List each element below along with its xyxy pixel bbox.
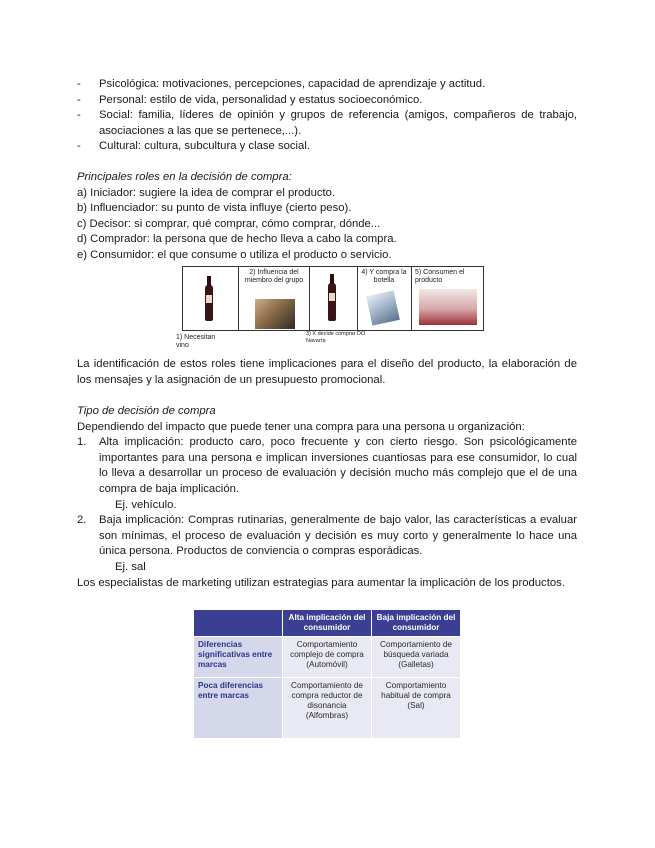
decision-type-intro: Dependiendo del impacto que puede tener una compra para una persona u organización: [77, 420, 525, 433]
example-text: Ej. vehículo. [115, 498, 177, 511]
list-item: 1. Alta implicación: producto caro, poco frecuente y con cierto riesgo. Son psicológicamente importantes para una persona e implican inversiones cuantiosas para ese consumidor, lo cual lo lleva a desarrollar un proceso de evaluación y decisión mucho más complejo que el de una compra de baja implicación. [77, 436, 577, 495]
table-row [194, 678, 461, 739]
list-item: c) Decisor: si comprar, qué comprar, cómo comprar, dónde... [77, 217, 381, 230]
table-row-header: Diferencias significativas entre marcas [194, 637, 283, 678]
table-row-header: Poca diferencias entre marcas [194, 678, 283, 739]
decision-type-list [77, 435, 577, 575]
figure-frame [182, 266, 484, 331]
list-item: e) Consumidor: el que consume o utiliza el producto o servicio. [77, 248, 392, 261]
table-cell: Comportamiento habitual de compra (Sal) [372, 678, 461, 739]
list-item: - Psicológica: motivaciones, percepciones, capacidad de aprendizaje y actitud. [77, 78, 486, 90]
list-item: - Cultural: cultura, subcultura y clase social. [77, 140, 310, 153]
list-item: - Personal: estilo de vida, personalidad y estatus socioeconómico. [77, 93, 423, 106]
group-photo [255, 299, 295, 329]
figure-label-1: 1) Necesitan vino [176, 334, 216, 349]
roles-section [77, 170, 577, 264]
list-item: a) Iniciador: sugiere la idea de comprar el producto. [77, 186, 336, 199]
toast-photo [419, 289, 477, 325]
wine-bottle-icon [328, 283, 336, 321]
list-item: - Social: familia, líderes de opinión y grupos de referencia (amigos, compañeros de trabajo, asociaciones a las que se pertenece,...). [77, 109, 577, 137]
figure-label-5: 5) Consumen el producto [415, 269, 465, 284]
list-item: 2. Baja implicación: Compras rutinarias, generalmente de bajo valor, las características a evaluar son mínimas, el proceso de evaluación y decisión es muy corto y generalmente lo hace una única persona. Productos de conviencia o compras esporádicas. [77, 514, 577, 558]
figure-label-3: 3) X decide comprar DO Navarra [306, 331, 366, 344]
roles-figure [176, 265, 484, 353]
involvement-table [193, 609, 461, 739]
shopping-bag-icon [366, 290, 400, 325]
example-text: Ej. sal [115, 560, 146, 573]
table-cell: Comportamiento complejo de compra (Automóvil) [283, 637, 372, 678]
closing-paragraph: Los especialistas de marketing utilizan estrategias para aumentar la implicación de los productos. [77, 576, 565, 589]
table-col-header: Alta implicación del consumidor [283, 610, 372, 637]
roles-heading: Principales roles en la decisión de compra: [77, 171, 292, 183]
factors-list [77, 77, 577, 155]
table-cell: Comportamiento de compra reductor de disonancia (Alfombras) [283, 678, 372, 739]
figure-label-2: 2) Influencia del miembro del grupo [244, 269, 304, 284]
wine-bottle-icon [205, 285, 213, 321]
table-col-header: Baja implicación del consumidor [372, 610, 461, 637]
decision-type-heading: Tipo de decisión de compra [77, 405, 216, 417]
implications-paragraph: La identificación de estos roles tiene implicaciones para el diseño del producto, la elaboración de los mensajes y la asignación de un presupuesto promocional. [77, 358, 577, 386]
decision-type-section [77, 404, 577, 591]
list-item: d) Comprador: la persona que de hecho lleva a cabo la compra. [77, 233, 397, 246]
figure-label-4: 4) Y compra la botella [361, 269, 407, 284]
table-row [194, 637, 461, 678]
list-item: b) Influenciador: su punto de vista influye (cierto peso). [77, 202, 352, 215]
table-cell: Comportamiento de búsqueda variada (Galletas) [372, 637, 461, 678]
